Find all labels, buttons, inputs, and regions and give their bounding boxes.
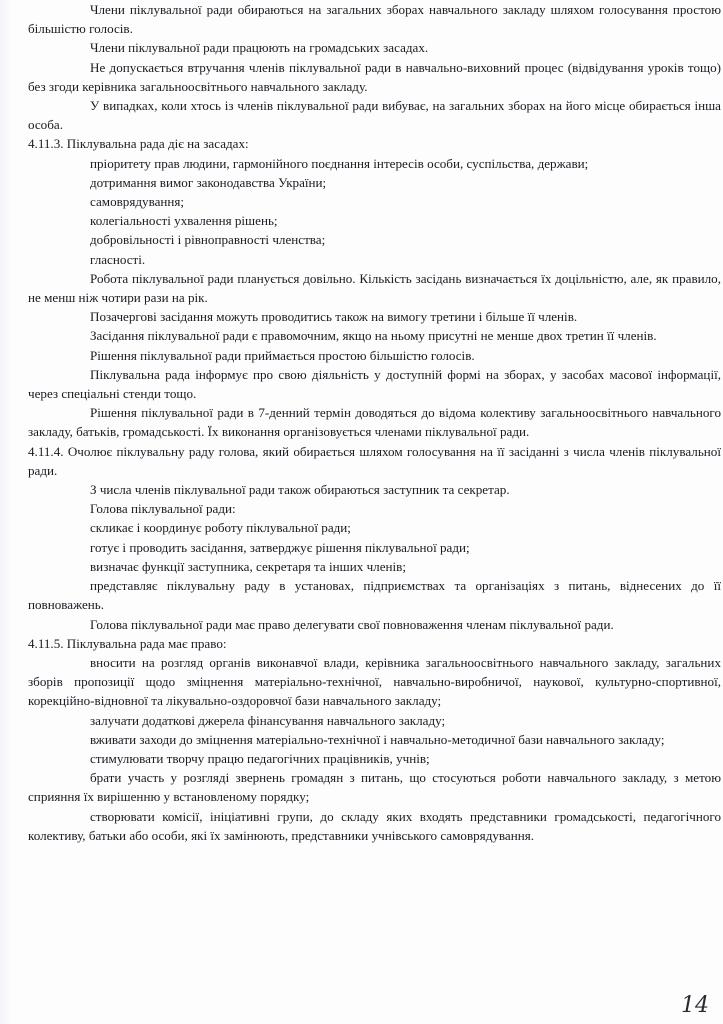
paragraph: колегіальності ухвалення рішень; [90,213,278,229]
paragraph: Голова піклувальної ради: [90,501,236,517]
paragraph: представляє піклувальну раду в установах, підприємствах та організаціях з питань, віднесених до її повноважень. [28,578,721,613]
paragraph: Члени піклувальної ради працюють на громадських засадах. [90,40,429,56]
paragraph: скликає і координує роботу піклувальної ради; [90,520,351,536]
section-heading: 4.11.5. Піклувальна рада має право: [28,635,227,651]
paragraph: Рішення піклувальної ради приймається простою більшістю голосів. [90,347,475,363]
paragraph: Члени піклувальної ради обираються на загальних зборах навчального закладу шляхом голосування простою більшістю голосів. [28,2,721,37]
paragraph: Голова піклувальної ради має право делегувати свої повноваження членам піклувальної ради. [90,616,614,632]
paragraph: створювати комісії, ініціативні групи, до складу яких входять представники громадськості, педагогічного колективу, батьки або особи, які їх замінюють, представники учнівського самоврядування. [28,808,721,843]
section-heading: 4.11.3. Піклувальна рада діє на засадах: [28,136,249,152]
paragraph: залучати додаткові джерела фінансування навчального закладу; [90,712,446,728]
paragraph: вживати заходи до зміцнення матеріально-технічної і навчально-методичної бази навчального закладу; [90,731,665,747]
paragraph: стимулювати творчу працю педагогічних працівників, учнів; [90,750,430,766]
paragraph: визначає функції заступника, секретаря та інших членів; [90,558,406,574]
paragraph: Робота піклувальної ради планується довільно. Кількість засідань визначається їх доцільністю, але, як правило, не менш ніж чотири рази на рік. [28,270,721,306]
paragraph: гласності. [90,251,146,267]
paragraph: З числа членів піклувальної ради також обираються заступник та секретар. [90,482,510,498]
paragraph: брати участь у розгляді звернень громадян з питань, що стосуються роботи навчального закладу, з метою сприяння їх вирішенню у встановленому порядку; [28,770,721,805]
page-number: 14 [681,993,709,1018]
document-body [28,0,721,845]
paragraph: пріоритету прав людини, гармонійного поєднання інтересів особи, суспільства, держави; [90,155,589,171]
paragraph: Позачергові засідання можуть проводитись також на вимогу третини і більше її членів. [90,309,578,325]
paragraph: У випадках, коли хтось із членів піклувальної ради вибуває, на загальних зборах на його місце обирається інша особа. [28,98,721,133]
paragraph: Не допускається втручання членів піклувальної ради в навчально-виховний процес (відвідування уроків тощо) без згоди керівника загальноосвітнього навчального закладу. [28,59,721,94]
paragraph: Піклувальна рада інформує про свою діяльність у доступній формі на зборах, у засобах масової інформації, через спеціальні стенди тощо. [28,366,721,402]
paragraph: готує і проводить засідання, затверджує рішення піклувальної ради; [90,539,470,555]
paragraph: вносити на розгляд органів виконавчої влади, керівника загальноосвітнього навчального закладу, загальних зборів пропозиції щодо зміцнення матеріально-технічної, навчально-виробничої, наукової, культурно-спортивної, корекційно-відновної та лікувально-оздоровчої бази навчального закладу; [28,654,721,709]
section-heading: 4.11.4. Очолює піклувальну раду голова, який обирається шляхом голосування на її засіданні з числа членів піклувальної ради. [28,443,721,478]
paragraph: Засідання піклувальної ради є правомочним, якщо на ньому присутні не менше двох третин її членів. [90,328,657,344]
paragraph: добровільності і рівноправності членства; [90,232,326,248]
paragraph: самоврядування; [90,194,185,210]
paragraph: дотримання вимог законодавства України; [90,174,327,190]
paragraph: Рішення піклувальної ради в 7-денний термін доводяться до відома колективу загальноосвітнього навчального закладу, батьків, громадськості. Їх виконання організовується членами піклувальної ради. [28,405,721,440]
